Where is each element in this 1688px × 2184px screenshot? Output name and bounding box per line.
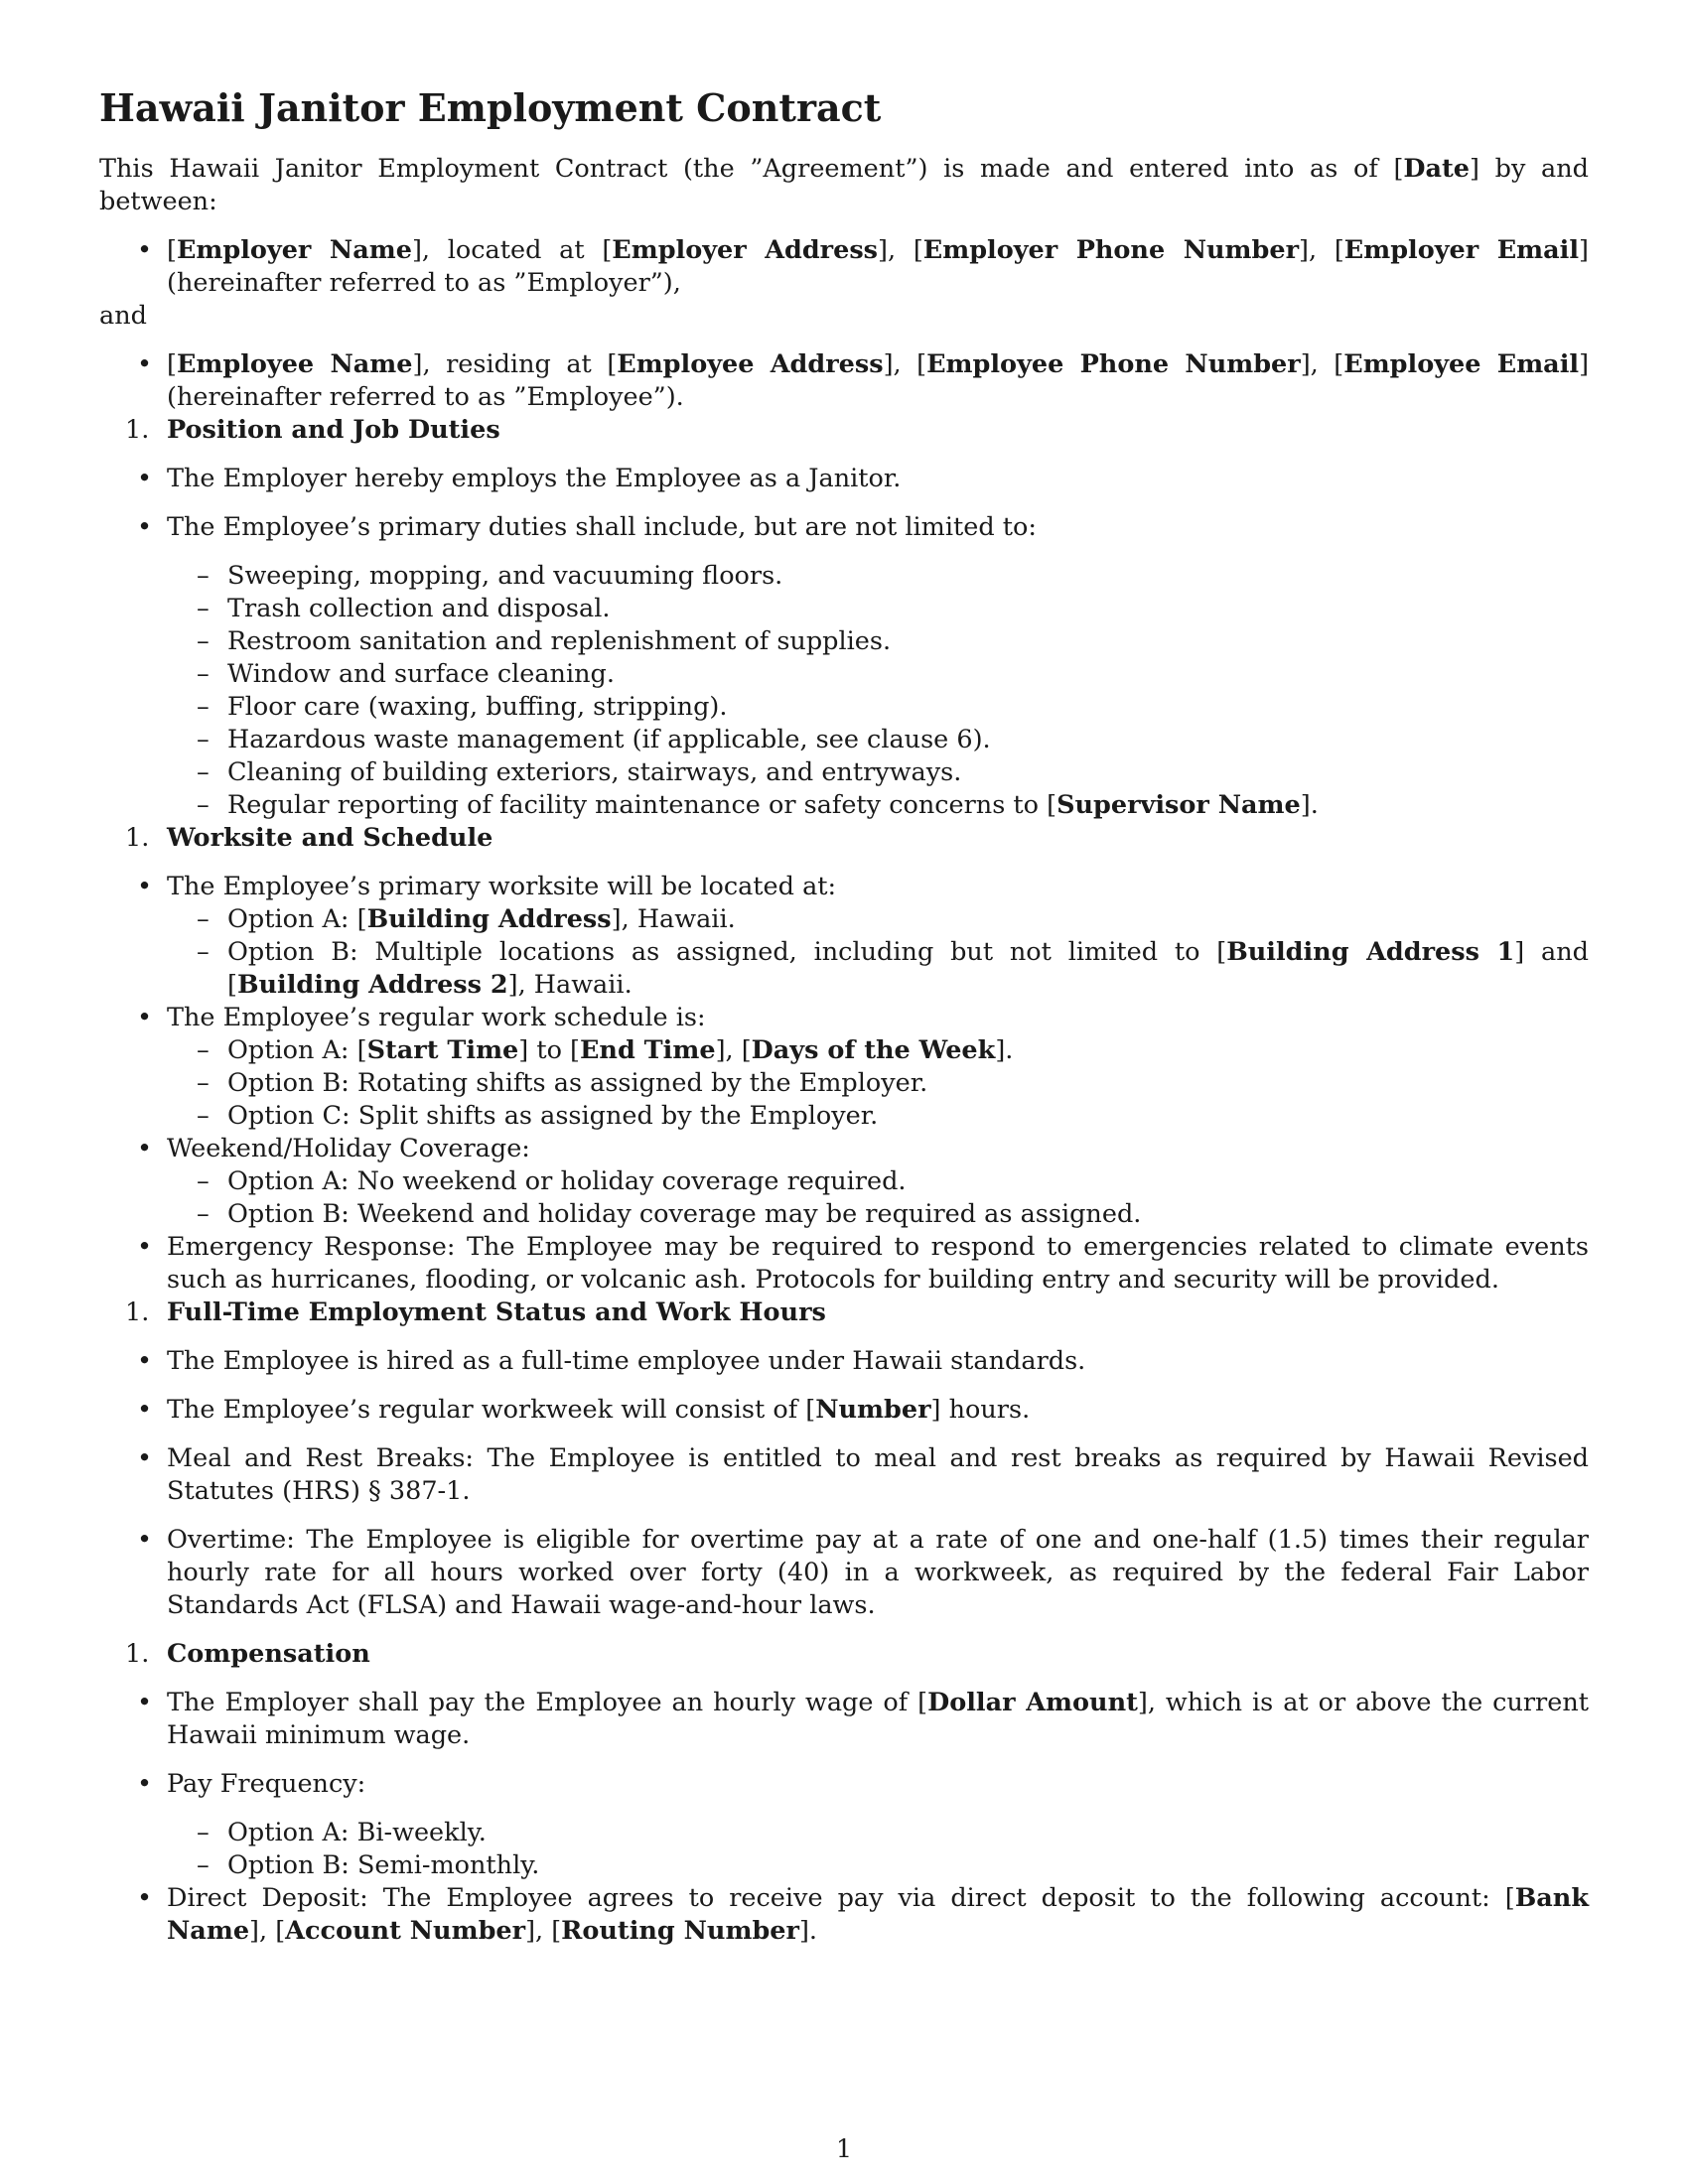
employer-address-field: Employer Address xyxy=(612,235,879,265)
list-item: • The Employer shall pay the Employee an hourly wage of [Dollar Amount], which is at or above the current Hawaii minimum wage. xyxy=(137,1688,1590,1750)
bank-name-field: Bank Name xyxy=(167,1883,1589,1946)
list-item: • Overtime: The Employee is eligible for overtime pay at a rate of one and one-half (1.5) times their regular hourly rate for all hours worked over forty (40) in a workweek, as required by the federal Fair Labor Standards Act (FLSA) and Hawaii wage-and-hour laws. xyxy=(137,1525,1589,1620)
bullet: • xyxy=(137,349,153,379)
compensation-bullets xyxy=(99,1687,1589,1801)
duty-item: – Restroom sanitation and replenishment of supplies. xyxy=(197,626,892,656)
list-item: • Meal and Rest Breaks: The Employee is entitled to meal and rest breaks as required by Hawaii Revised Statutes (HRS) § 387-1. xyxy=(137,1443,1589,1506)
option-item: – Option A: [Start Time] to [End Time], [Days of the Week]. xyxy=(197,1035,1014,1065)
account-number-field: Account Number xyxy=(285,1916,526,1946)
days-of-week-field: Days of the Week xyxy=(751,1035,996,1065)
list-item: • The Employer hereby employs the Employee as a Janitor. xyxy=(137,464,902,493)
employee-email-field: Employee Email xyxy=(1343,349,1580,379)
section-heading-compensation: 1. Compensation xyxy=(125,1639,370,1669)
employee-phone-field: Employee Phone Number xyxy=(926,349,1301,379)
option-item: – Option A: [Building Address], Hawaii. xyxy=(197,904,736,934)
duty-item: – Sweeping, mopping, and vacuuming floors. xyxy=(197,561,783,591)
deposit-bullets xyxy=(99,1882,1589,1948)
position-bullets xyxy=(99,463,1589,544)
supervisor-name-field: Supervisor Name xyxy=(1056,790,1301,820)
schedule-options xyxy=(167,1034,1589,1133)
option-item: – Option B: Weekend and holiday coverage may be required as assigned. xyxy=(197,1199,1142,1229)
end-time-field: End Time xyxy=(580,1035,716,1065)
employer-name-field: Employer Name xyxy=(176,235,412,265)
routing-number-field: Routing Number xyxy=(561,1916,799,1946)
worksite-options xyxy=(167,903,1589,1002)
employer-email-field: Employer Email xyxy=(1343,235,1580,265)
section-heading-position: 1. Position and Job Duties xyxy=(125,415,500,445)
worksite-bullets xyxy=(99,871,1589,1297)
duties-list xyxy=(99,560,1589,822)
employer-details: • [Employer Name], located at [Employer Address], [Employer Phone Number], [Employer Email] (hereinafter referred to as ”Employer”), xyxy=(137,235,1589,298)
contract-page xyxy=(99,85,1589,1948)
list-item: • Direct Deposit: The Employee agrees to receive pay via direct deposit to the following account: [Bank Name], [Account Number], [Routing Number]. xyxy=(137,1883,1589,1946)
list-item: • Emergency Response: The Employee may be required to respond to emergencies related to climate events such as hurricanes, flooding, or volcanic ash. Protocols for building entry and security will be provided. xyxy=(137,1232,1589,1295)
option-item: – Option B: Semi-monthly. xyxy=(197,1850,540,1880)
duty-item: – Hazardous waste management (if applicable, see clause 6). xyxy=(197,725,991,754)
duty-item: – Floor care (waxing, buffing, stripping). xyxy=(197,692,728,722)
building-address-1-field: Building Address 1 xyxy=(1226,937,1515,967)
list-item: • The Employee is hired as a full-time employee under Hawaii standards. xyxy=(137,1346,1086,1376)
section-heading-worksite: 1. Worksite and Schedule xyxy=(125,823,493,853)
duty-item: – Window and surface cleaning. xyxy=(197,659,615,689)
building-address-field: Building Address xyxy=(366,904,612,934)
section-heading-status: 1. Full-Time Employment Status and Work Hours xyxy=(125,1297,826,1327)
duty-item: – Trash collection and disposal. xyxy=(197,594,611,623)
hours-number-field: Number xyxy=(815,1395,931,1425)
list-item: • The Employee’s primary worksite will be located at: – Option A: [Building Address], Hawaii. – Option B: Multiple locations as assigned, including but not limited to [Building Address 1] and [Building Address 2], Hawaii. xyxy=(137,872,1589,1000)
page-number: 1 xyxy=(835,2134,853,2164)
list-item: • The Employee’s regular workweek will consist of [Number] hours. xyxy=(137,1395,1031,1425)
option-item: – Option C: Split shifts as assigned by the Employer. xyxy=(197,1101,879,1131)
option-item: – Option B: Multiple locations as assigned, including but not limited to [Building Address 1] and [Building Address 2], Hawaii. xyxy=(197,937,1589,1000)
list-item: • Weekend/Holiday Coverage: – Option A: No weekend or holiday coverage required. – Option B: Weekend and holiday coverage may be required as assigned. xyxy=(99,1133,1589,1231)
option-item: – Option A: No weekend or holiday coverage required. xyxy=(197,1166,907,1196)
pay-frequency-options xyxy=(99,1817,1589,1882)
employee-party xyxy=(99,348,1589,414)
employer-phone-field: Employer Phone Number xyxy=(922,235,1300,265)
employee-details: • [Employee Name], residing at [Employee Address], [Employee Phone Number], [Employee Email] (hereinafter referred to as ”Employee”). xyxy=(137,349,1590,412)
weekend-options xyxy=(167,1165,1589,1231)
duty-item: – Cleaning of building exteriors, stairways, and entryways. xyxy=(197,757,962,787)
start-time-field: Start Time xyxy=(366,1035,519,1065)
employer-party xyxy=(99,234,1589,300)
employee-name-field: Employee Name xyxy=(176,349,413,379)
option-item: – Option A: Bi-weekly. xyxy=(197,1818,487,1847)
and-connector: and xyxy=(99,301,147,331)
option-item: – Option B: Rotating shifts as assigned by the Employer. xyxy=(197,1068,928,1098)
intro-paragraph: This Hawaii Janitor Employment Contract (the ”Agreement”) is made and entered into as of [Date] by and between: xyxy=(99,154,1589,216)
list-item: • The Employee’s primary duties shall include, but are not limited to: xyxy=(137,512,1037,542)
list-item: • Pay Frequency: xyxy=(137,1769,366,1799)
status-bullets xyxy=(99,1345,1589,1622)
duty-item: – Regular reporting of facility maintenance or safety concerns to [Supervisor Name]. xyxy=(197,790,1319,820)
building-address-2-field: Building Address 2 xyxy=(236,970,508,1000)
employee-address-field: Employee Address xyxy=(617,349,884,379)
document-title: Hawaii Janitor Employment Contract xyxy=(99,85,882,130)
dollar-amount-field: Dollar Amount xyxy=(927,1688,1138,1717)
bullet: • xyxy=(137,235,153,265)
date-field: Date xyxy=(1403,154,1471,184)
list-item: • The Employee’s regular work schedule is: – Option A: [Start Time] to [End Time], [Days of the Week]. – Option B: Rotating shifts as assigned by the Employer. – Option C: Split shifts as assigned by the Employer. xyxy=(99,1002,1589,1133)
